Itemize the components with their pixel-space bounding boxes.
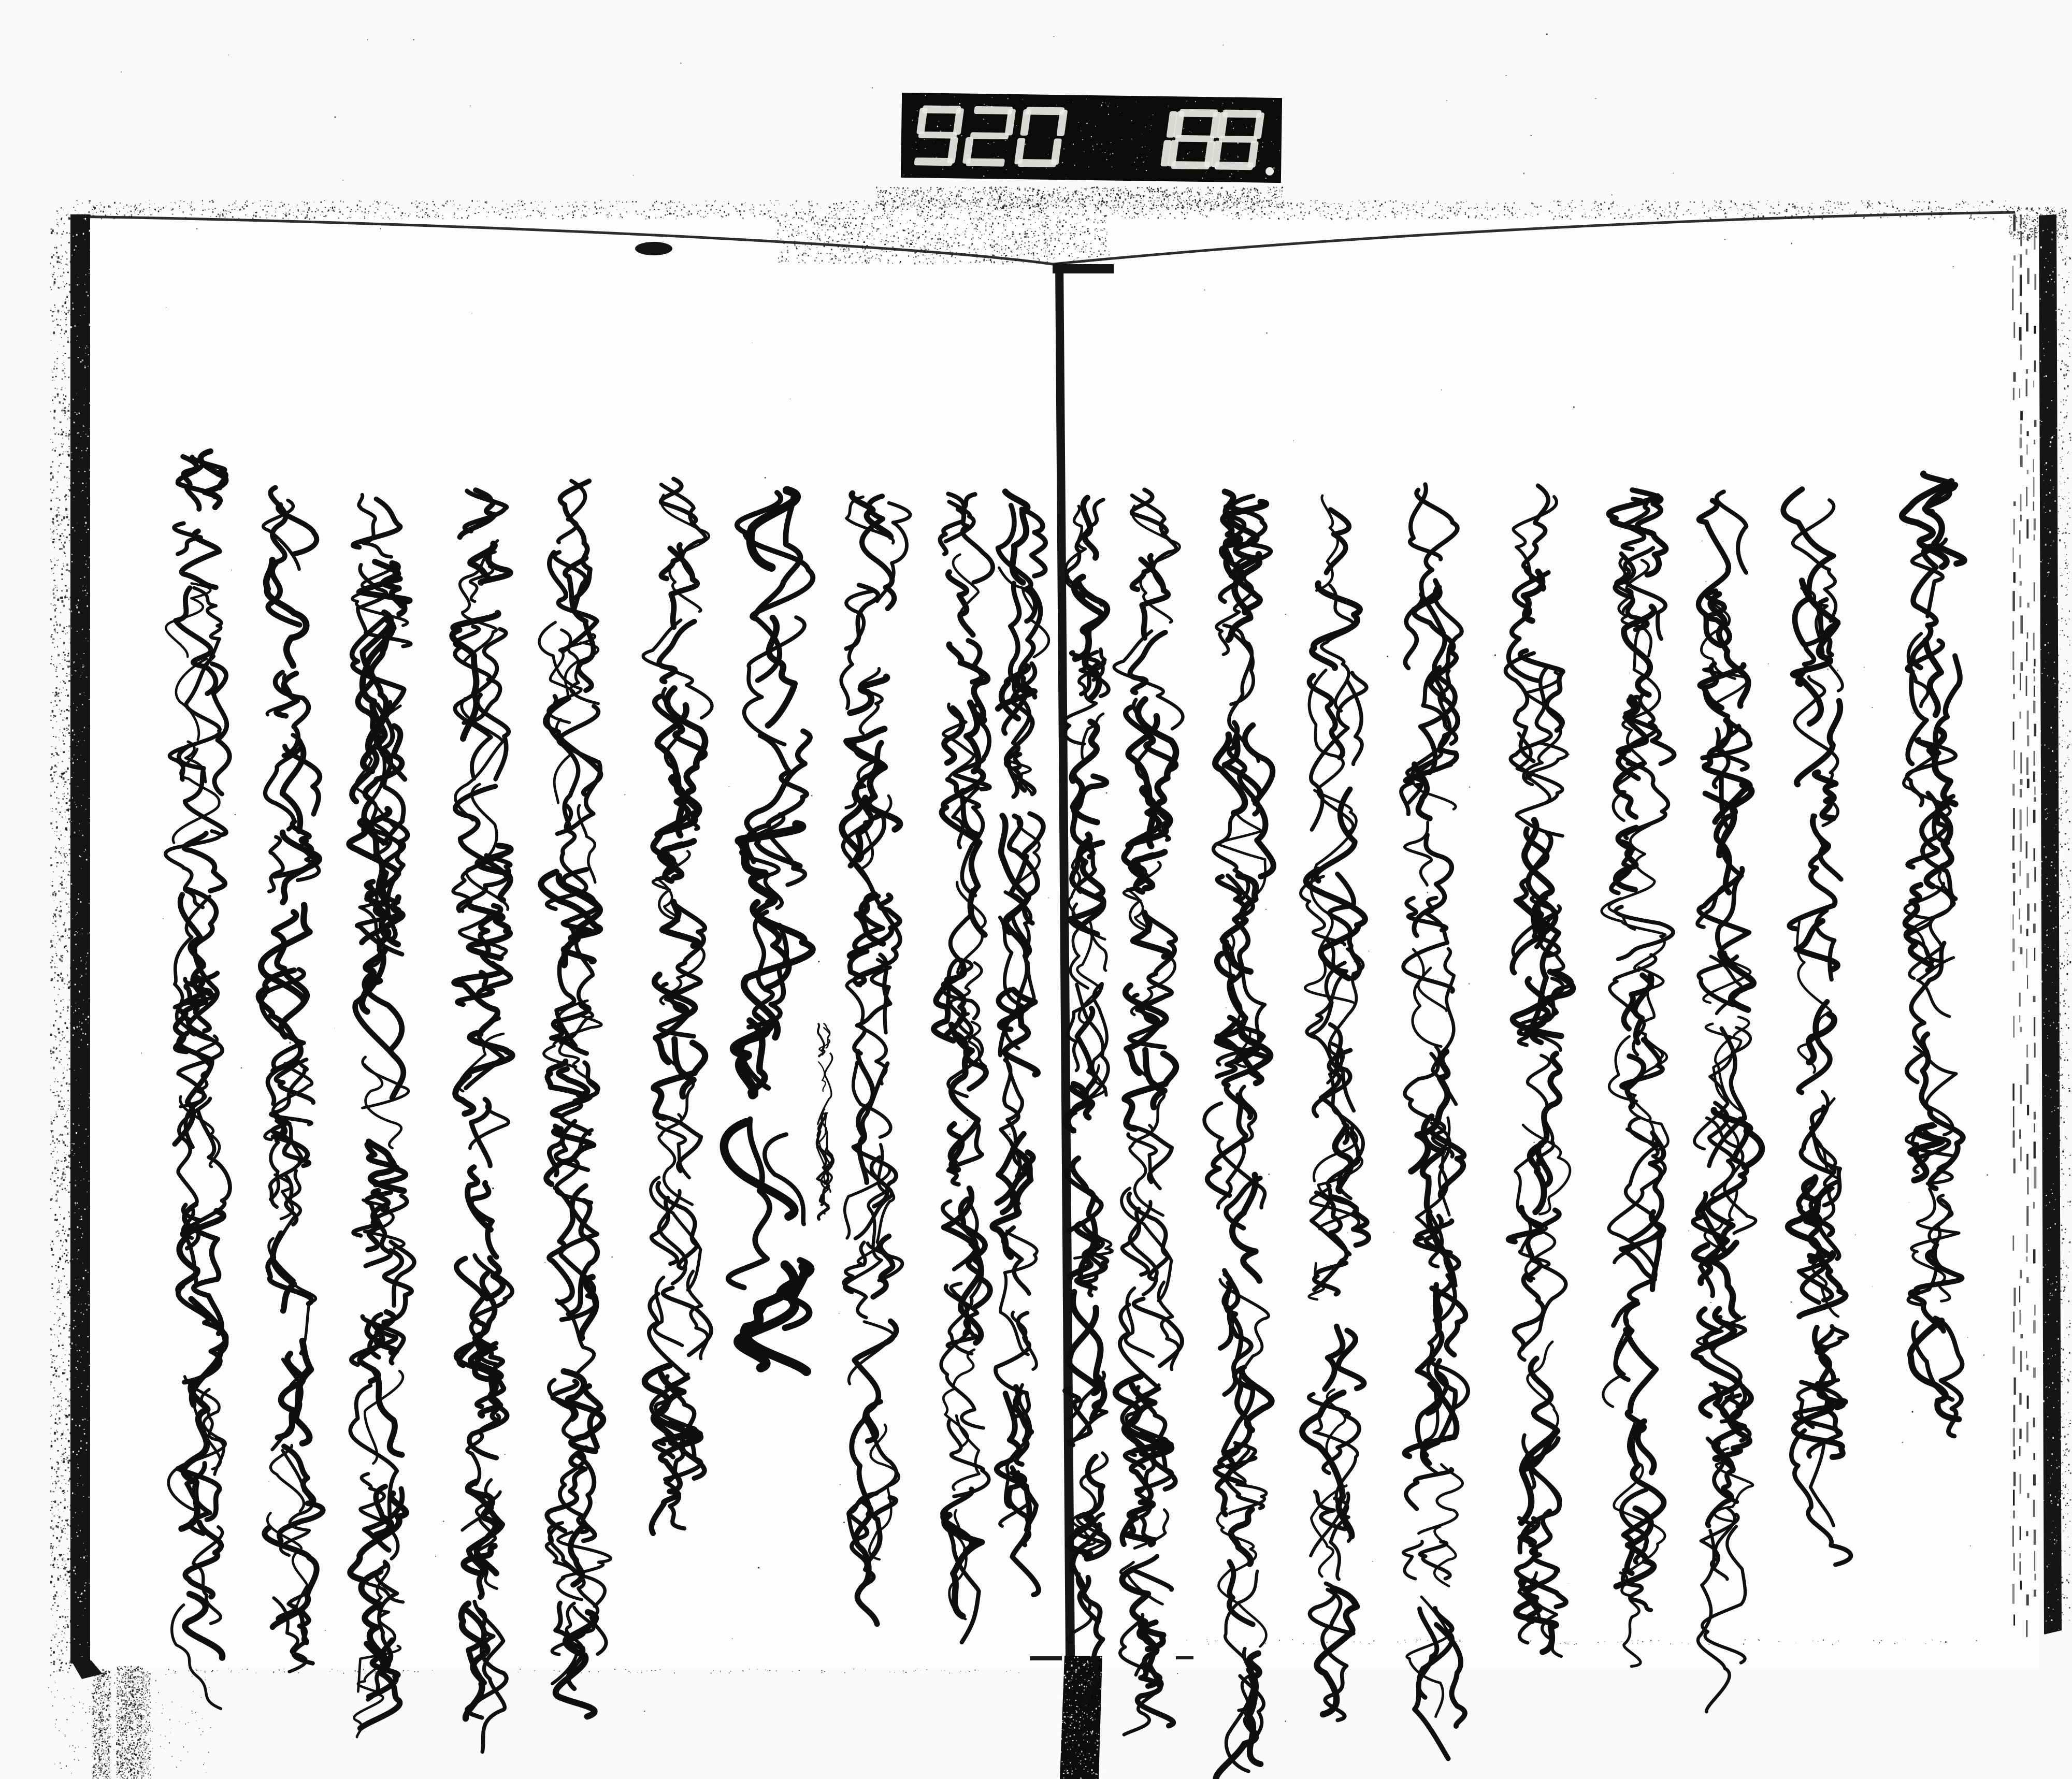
frame-counter-display (901, 93, 1282, 183)
